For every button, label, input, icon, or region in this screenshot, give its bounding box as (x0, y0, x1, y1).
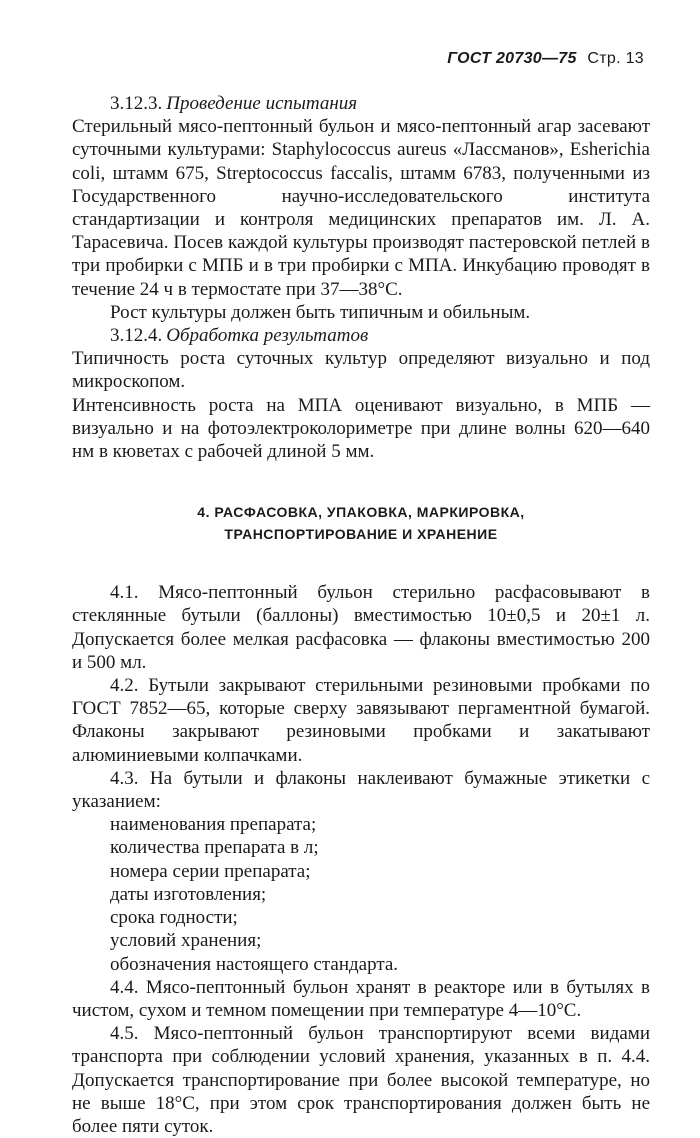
clause-4-5: 4.5. Мясо-пептонный бульон транспортируют всеми видами транспорта при соблюдении условий хранения, указанных в п. 4.4. Допускается транспортирование при более высокой температуре, но не выше 18°С, при этом срок транспортирования должен быть не более пяти суток. (72, 1023, 650, 1137)
section-heading-line: 4. РАСФАСОВКА, УПАКОВКА, МАРКИРОВКА, (197, 504, 525, 521)
section-4-heading (72, 501, 650, 545)
list-item: номера серии препарата; (110, 860, 311, 882)
standard-number: ГОСТ 20730—75 (447, 50, 577, 67)
clause-4-1: 4.1. Мясо-пептонный бульон стерильно расфасовывают в стеклянные бутыли (баллоны) вместимостью 10±0,5 и 20±1 л. Допускается более мелкая расфасовка — флаконы вместимостью 200 и 500 мл. (72, 582, 650, 673)
paragraph: Типичность роста суточных культур определяют визуально и под микроскопом. (72, 348, 650, 393)
paragraph: Рост культуры должен быть типичным и обильным. (110, 301, 531, 323)
section-heading-line: ТРАНСПОРТИРОВАНИЕ И ХРАНЕНИЕ (224, 526, 498, 543)
page-number: Стр. 13 (587, 50, 644, 67)
clause-title: Обработка результатов (166, 325, 369, 347)
list-item: наименования препарата; (110, 814, 317, 836)
document-body (72, 92, 650, 1138)
clause-4-3: 4.3. На бутыли и флаконы наклеивают бумажные этикетки с указанием: (72, 767, 650, 813)
clause-title: Проведение испытания (166, 93, 358, 114)
clause-3-12-3-heading (72, 92, 650, 115)
list-item: обозначения настоящего стандарта. (110, 953, 399, 975)
clause-4-4: 4.4. Мясо-пептонный бульон хранят в реакторе или в бутылях в чистом, сухом и темном помещении при температуре 4—10°С. (72, 976, 650, 1021)
list-item: даты изготовления; (110, 883, 267, 905)
clause-number: 3.12.4. (110, 325, 163, 347)
paragraph: Интенсивность роста на МПА оценивают визуально, в МПБ — визуально и на фотоэлектроколориметре при длине волны 620—640 нм в кюветах с рабочей длиной 5 мм. (72, 394, 650, 463)
list-item: условий хранения; (110, 930, 262, 952)
clause-4-2: 4.2. Бутыли закрывают стерильными резиновыми пробками по ГОСТ 7852—65, которые сверху завязывают пергаментной бумагой. Флаконы закрывают резиновыми пробками и закатывают алюминиевыми колпачками. (72, 675, 650, 766)
label-items-list (72, 813, 650, 975)
page-header (447, 50, 644, 68)
paragraph: Стерильный мясо-пептонный бульон и мясо-пептонный агар засевают суточными культурами: Staphylococcus aureus «Лассманов», Esherichia coli, штамм 675, Streptococcus faccalis, штамм 6783, полученными из Государственного научно-исследовательского института стандартизации и контроля медицинских препаратов им. Л. А. Тарасевича. Посев каждой культуры производят пастеровской петлей в три пробирки с МПБ и в три пробирки с МПА. Инкубацию проводят в течение 24 ч в термостате при 37—38°С. (72, 116, 650, 300)
list-item: срока годности; (110, 907, 238, 929)
clause-number: 3.12.3. (110, 93, 163, 114)
clause-3-12-4-heading (72, 324, 650, 347)
list-item: количества препарата в л; (110, 837, 319, 859)
